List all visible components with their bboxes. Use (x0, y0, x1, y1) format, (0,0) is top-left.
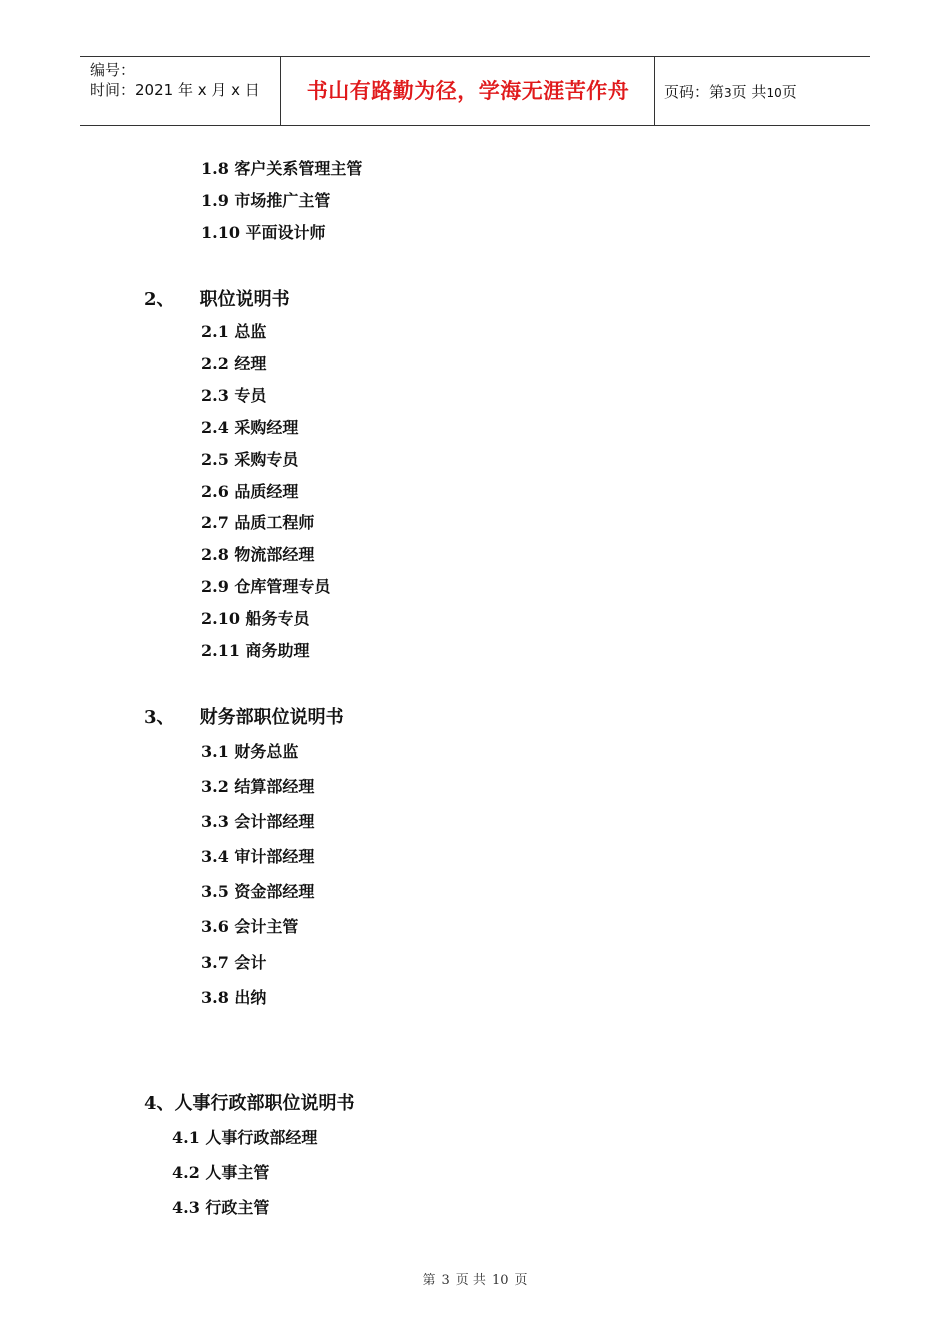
page-header (80, 56, 870, 126)
header-page-end: 页 (781, 83, 797, 101)
header-divider (654, 57, 655, 125)
footer-current-page: 3 (441, 1273, 450, 1288)
header-page-total: 10 (766, 86, 782, 100)
section-title: 4、人事行政部职位说明书 (144, 1093, 355, 1114)
header-divider (280, 57, 281, 125)
toc-item: 2.11 商务助理 (201, 641, 310, 660)
toc-item: 1.9 市场推广主管 (201, 191, 331, 210)
header-page-label: 页码：第 (664, 83, 725, 101)
toc-item: 2.10 船务专员 (201, 609, 310, 628)
toc-item: 2.8 物流部经理 (201, 545, 315, 564)
footer-mid: 页 共 (455, 1273, 486, 1288)
toc-item: 4.3 行政主管 (172, 1198, 270, 1217)
document-number-label: 编号： (90, 61, 136, 79)
page-footer (0, 1269, 950, 1288)
toc-item: 4.1 人事行政部经理 (172, 1128, 318, 1147)
toc-item: 3.7 会计 (201, 953, 267, 972)
footer-total-pages: 10 (491, 1273, 509, 1288)
toc-item: 2.7 品质工程师 (201, 513, 315, 532)
toc-item: 2.3 专员 (201, 386, 267, 405)
toc-item: 1.8 客户关系管理主管 (201, 159, 363, 178)
section-title: 2、 职位说明书 (144, 289, 290, 310)
toc-item: 3.2 结算部经理 (201, 777, 315, 796)
toc-item: 2.9 仓库管理专员 (201, 577, 331, 596)
toc-item: 3.4 审计部经理 (201, 847, 315, 866)
toc-item: 2.2 经理 (201, 354, 267, 373)
toc-item: 2.1 总监 (201, 322, 267, 341)
toc-item: 3.6 会计主管 (201, 917, 299, 936)
section-title: 3、 财务部职位说明书 (144, 707, 344, 728)
toc-item: 3.8 出纳 (201, 988, 267, 1007)
footer-prefix: 第 (422, 1273, 436, 1288)
toc-item: 1.10 平面设计师 (201, 223, 326, 242)
header-motto: 书山有路勤为径，学海无涯苦作舟 (306, 79, 630, 103)
toc-item: 2.5 采购专员 (201, 450, 299, 469)
toc-item: 4.2 人事主管 (172, 1163, 270, 1182)
header-page-current: 3 (724, 86, 732, 100)
header-page-mid: 页 共 (731, 83, 767, 101)
toc-item: 3.3 会计部经理 (201, 812, 315, 831)
toc-item: 2.4 采购经理 (201, 418, 299, 437)
header-meta (90, 60, 260, 100)
toc-item: 3.5 资金部经理 (201, 882, 315, 901)
footer-suffix: 页 (514, 1273, 528, 1288)
toc-item: 2.6 品质经理 (201, 482, 299, 501)
document-time-label: 时间：2021 年 x 月 x 日 (90, 81, 260, 99)
toc-item: 3.1 财务总监 (201, 742, 299, 761)
header-page-info (664, 81, 797, 102)
